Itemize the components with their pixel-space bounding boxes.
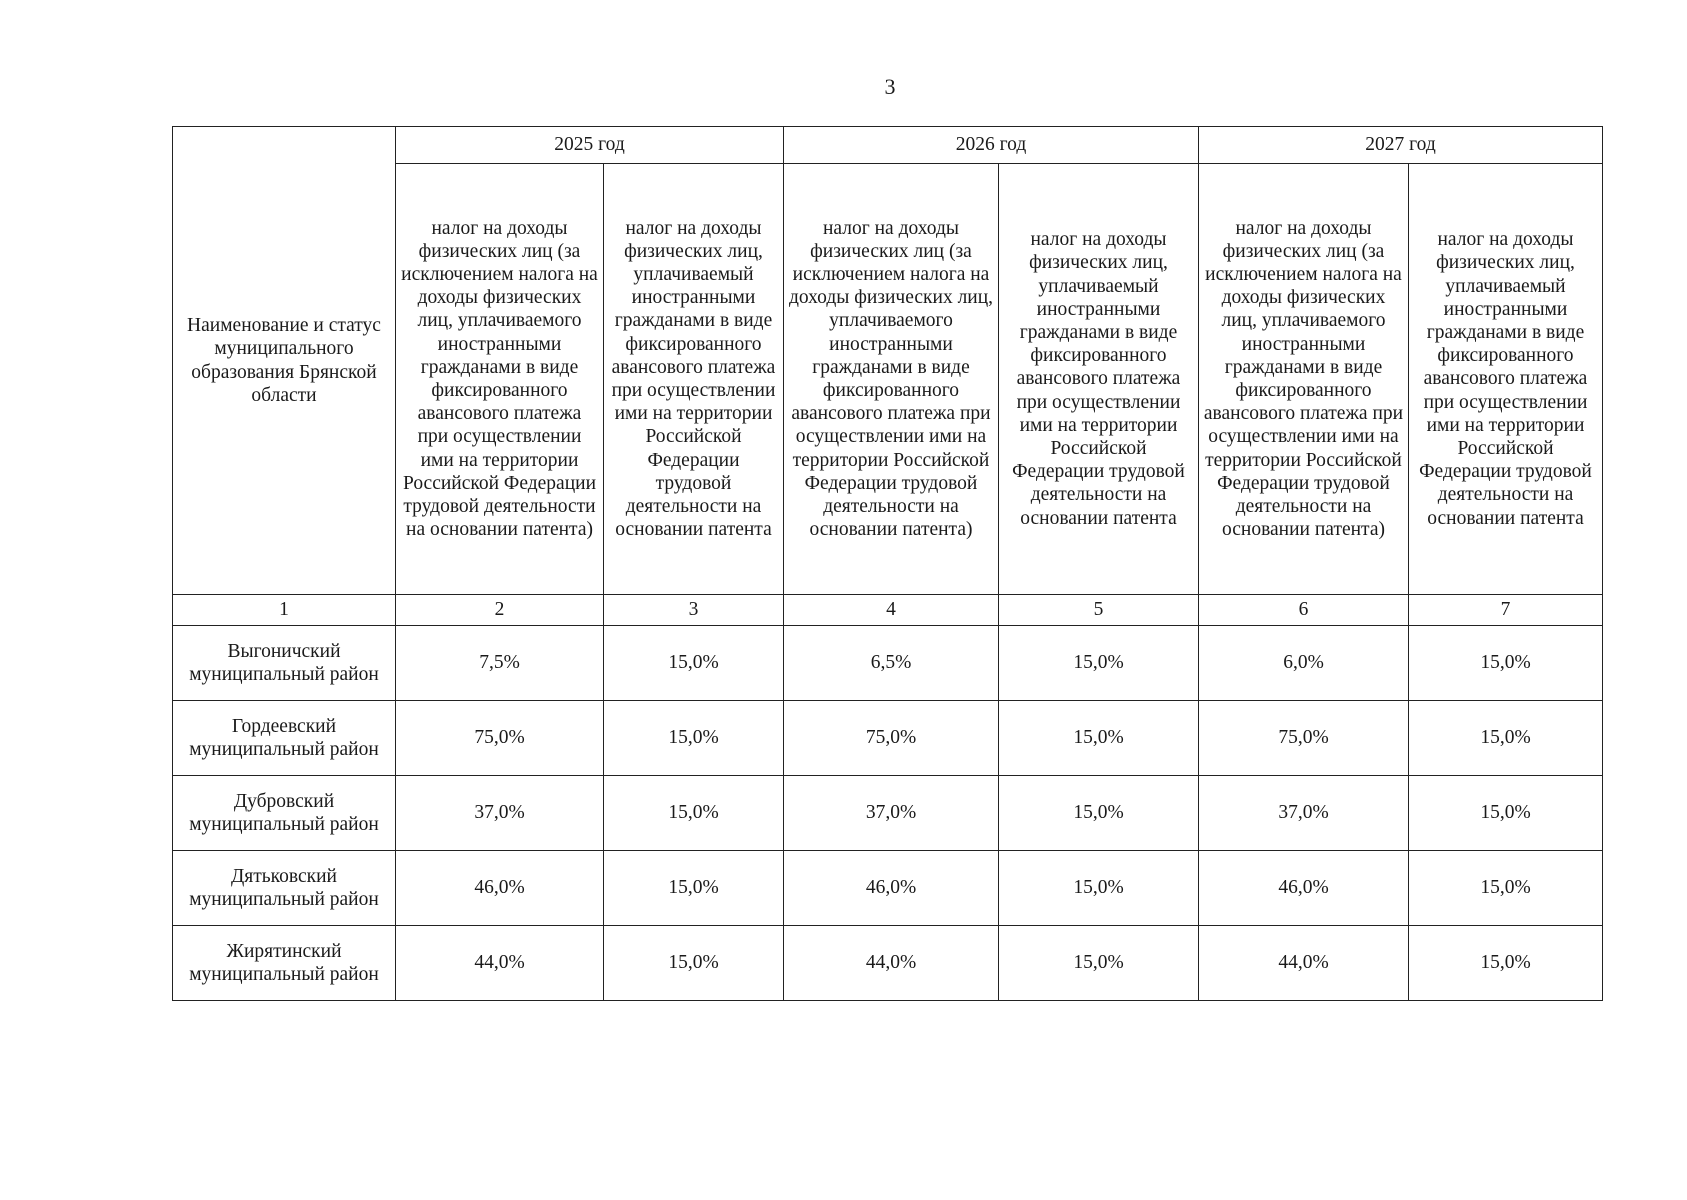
table-row xyxy=(173,926,1603,1001)
rate-cell: 6,5% xyxy=(784,626,999,701)
rate-cell: 75,0% xyxy=(396,701,604,776)
municipality-name: Дятьковский муниципальный район xyxy=(173,851,396,926)
page-number: 3 xyxy=(884,74,896,99)
rate-cell: 15,0% xyxy=(604,626,784,701)
table-row xyxy=(173,701,1603,776)
rate-cell: 44,0% xyxy=(784,926,999,1001)
tax-rates-table xyxy=(172,126,1603,1001)
municipality-name-header: Наименование и статус муниципального образования Брянской области xyxy=(173,127,396,595)
tax-type-header: налог на доходы физических лиц, уплачиваемый иностранными гражданами в виде фиксированного авансового платежа при осуществлении ими на территории Российской Федерации трудовой деятельности на основании патента xyxy=(1409,164,1603,595)
rate-cell: 75,0% xyxy=(784,701,999,776)
rate-cell: 46,0% xyxy=(784,851,999,926)
rate-cell: 6,0% xyxy=(1199,626,1409,701)
year-header-2026: 2026 год xyxy=(784,127,1199,164)
rate-cell: 15,0% xyxy=(999,776,1199,851)
rate-cell: 15,0% xyxy=(999,851,1199,926)
rate-cell: 44,0% xyxy=(396,926,604,1001)
rate-cell: 37,0% xyxy=(784,776,999,851)
rate-cell: 15,0% xyxy=(999,626,1199,701)
table-row xyxy=(173,851,1603,926)
column-number-row xyxy=(173,595,1603,626)
rate-cell: 15,0% xyxy=(604,776,784,851)
column-number: 3 xyxy=(604,595,784,626)
column-number: 4 xyxy=(784,595,999,626)
table-row xyxy=(173,776,1603,851)
rate-cell: 15,0% xyxy=(1409,851,1603,926)
rate-cell: 15,0% xyxy=(1409,926,1603,1001)
tax-type-header: налог на доходы физических лиц (за исключением налога на доходы физических лиц, уплачиваемого иностранными гражданами в виде фиксированного авансового платежа при осуществлении ими на территории Российской Федерации трудовой деятельности на основании патента) xyxy=(396,164,604,595)
rate-cell: 46,0% xyxy=(396,851,604,926)
year-header-2025: 2025 год xyxy=(396,127,784,164)
year-header-row xyxy=(173,127,1603,164)
municipality-name: Гордеевский муниципальный район xyxy=(173,701,396,776)
tax-type-header: налог на доходы физических лиц, уплачиваемый иностранными гражданами в виде фиксированного авансового платежа при осуществлении ими на территории Российской Федерации трудовой деятельности на основании патента xyxy=(604,164,784,595)
rate-cell: 15,0% xyxy=(604,926,784,1001)
column-number: 5 xyxy=(999,595,1199,626)
municipality-name: Дубровский муниципальный район xyxy=(173,776,396,851)
rate-cell: 75,0% xyxy=(1199,701,1409,776)
column-number: 6 xyxy=(1199,595,1409,626)
rate-cell: 7,5% xyxy=(396,626,604,701)
column-number: 1 xyxy=(173,595,396,626)
rate-cell: 37,0% xyxy=(396,776,604,851)
rate-cell: 46,0% xyxy=(1199,851,1409,926)
rate-cell: 15,0% xyxy=(1409,701,1603,776)
rate-cell: 37,0% xyxy=(1199,776,1409,851)
rate-cell: 44,0% xyxy=(1199,926,1409,1001)
rate-cell: 15,0% xyxy=(604,701,784,776)
column-number: 7 xyxy=(1409,595,1603,626)
rate-cell: 15,0% xyxy=(1409,626,1603,701)
rate-cell: 15,0% xyxy=(604,851,784,926)
year-header-2027: 2027 год xyxy=(1199,127,1603,164)
rate-cell: 15,0% xyxy=(999,926,1199,1001)
municipality-name: Выгоничский муниципальный район xyxy=(173,626,396,701)
table-row xyxy=(173,626,1603,701)
tax-type-header: налог на доходы физических лиц (за исключением налога на доходы физических лиц, уплачиваемого иностранными гражданами в виде фиксированного авансового платежа при осуществлении ими на территории Российской Федерации трудовой деятельности на основании патента) xyxy=(1199,164,1409,595)
rate-cell: 15,0% xyxy=(1409,776,1603,851)
column-number: 2 xyxy=(396,595,604,626)
tax-type-header: налог на доходы физических лиц, уплачиваемый иностранными гражданами в виде фиксированного авансового платежа при осуществлении ими на территории Российской Федерации трудовой деятельности на основании патента xyxy=(999,164,1199,595)
tax-type-header: налог на доходы физических лиц (за исключением налога на доходы физических лиц, уплачиваемого иностранными гражданами в виде фиксированного авансового платежа при осуществлении ими на территории Российской Федерации трудовой деятельности на основании патента) xyxy=(784,164,999,595)
rate-cell: 15,0% xyxy=(999,701,1199,776)
municipality-name: Жирятинский муниципальный район xyxy=(173,926,396,1001)
